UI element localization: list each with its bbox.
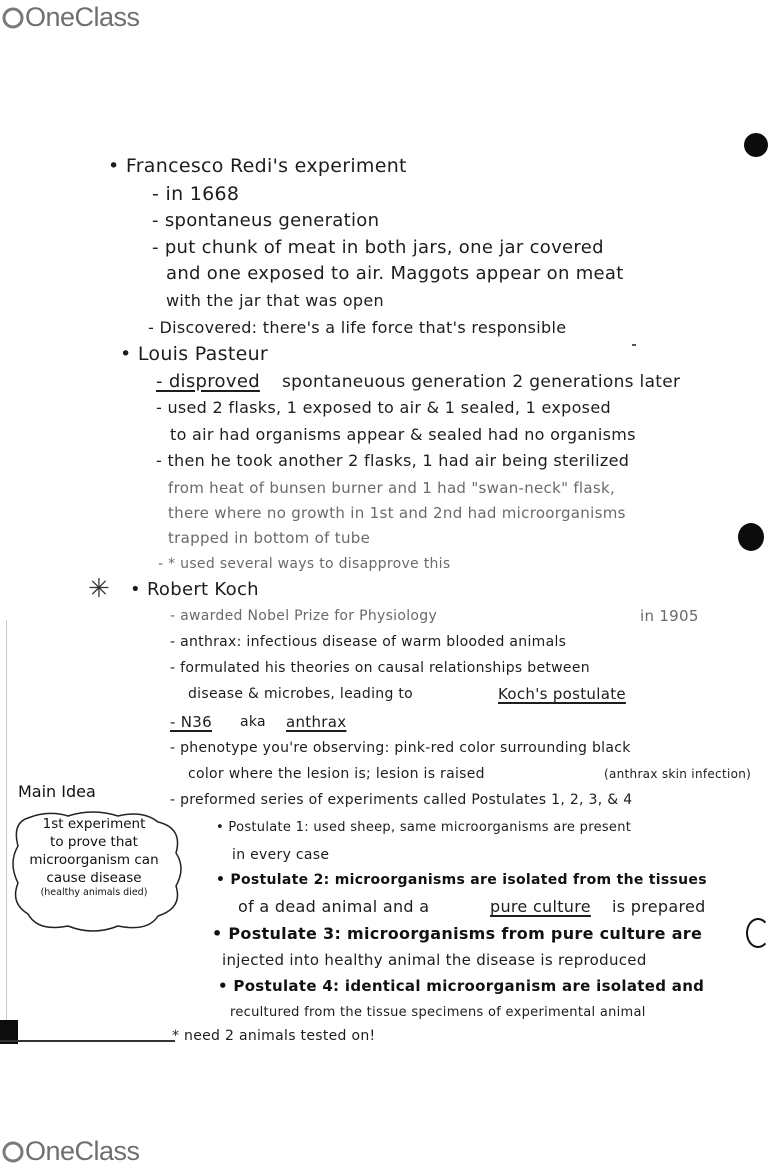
binder-hole-icon	[746, 918, 770, 948]
main-idea-line: to prove that	[50, 834, 138, 850]
note-line-koch-7b: (anthrax skin infection)	[604, 767, 752, 781]
note-line-koch-4b: Koch's postulate	[498, 685, 626, 703]
brand-name: OneClass	[25, 1136, 140, 1166]
main-idea-note: (healthy animals died)	[40, 887, 148, 898]
note-line-pasteur-8: - * used several ways to disapprove this	[158, 556, 451, 572]
note-line-post-2c: pure culture	[490, 897, 591, 916]
note-line-post-4b: recultured from the tissue specimens of experimental animal	[230, 1005, 646, 1020]
note-line-post-1b: in every case	[232, 847, 330, 863]
note-line-koch-2: - anthrax: infectious disease of warm blooded animals	[170, 634, 567, 650]
note-line-koch-8: - preformed series of experiments called Postulates 1, 2, 3, & 4	[170, 792, 633, 808]
oneclass-logo-icon	[2, 1139, 24, 1165]
note-line-pasteur: • Louis Pasteur	[120, 343, 269, 365]
note-line-pasteur-2: - used 2 flasks, 1 exposed to air & 1 sealed, 1 exposed	[156, 398, 611, 417]
note-line-pasteur-1a: - disproved	[156, 371, 260, 392]
note-line-koch-6: - phenotype you're observing: pink-red color surrounding black	[170, 740, 631, 756]
brand-name: OneClass	[25, 2, 140, 32]
margin-line	[6, 620, 7, 1020]
note-line-pasteur-5: from heat of bunsen burner and 1 had "swan-neck" flask,	[168, 479, 616, 497]
note-line-pasteur-3: to air had organisms appear & sealed had no organisms	[170, 425, 636, 444]
note-line-post-3: • Postulate 3: microorganisms from pure culture are	[212, 924, 703, 943]
note-line-koch: • Robert Koch	[130, 579, 259, 600]
note-line-redi-1: - in 1668	[152, 183, 240, 205]
note-line-need: * need 2 animals tested on!	[172, 1028, 376, 1044]
binder-hole-icon	[744, 133, 768, 157]
binder-hole-icon	[738, 523, 764, 551]
note-line-koch-1a: - awarded Nobel Prize for Physiology	[170, 608, 438, 624]
note-line-post-3b: injected into healthy animal the disease is reproduced	[222, 951, 647, 969]
note-line-redi-3: - put chunk of meat in both jars, one jar covered	[152, 237, 604, 258]
note-line-redi: • Francesco Redi's experiment	[108, 155, 407, 177]
main-idea-title: Main Idea	[18, 782, 96, 801]
note-line-koch-5a: - N36	[170, 713, 212, 731]
note-line-koch-5b: aka	[240, 714, 266, 730]
bottom-line	[0, 1040, 175, 1042]
note-line-redi-6: - Discovered: there's a life force that's responsible	[148, 318, 567, 337]
main-idea-line: cause disease	[46, 870, 142, 886]
oneclass-logo	[2, 1136, 140, 1167]
main-idea-line: 1st experiment	[42, 816, 146, 832]
note-line-post-4: • Postulate 4: identical microorganism are isolated and	[218, 977, 705, 995]
note-line-koch-7a: color where the lesion is; lesion is raised	[188, 766, 485, 782]
main-idea-text	[14, 815, 174, 899]
note-line-pasteur-6: there where no growth in 1st and 2nd had microorganisms	[168, 504, 626, 522]
oneclass-logo	[2, 2, 140, 33]
note-line-post-1: • Postulate 1: used sheep, same microorganisms are present	[216, 820, 632, 835]
note-line-post-2: • Postulate 2: microorganisms are isolated from the tissues	[216, 872, 707, 888]
note-line-koch-4a: disease & microbes, leading to	[188, 686, 414, 702]
note-line-post-2d: is prepared	[612, 897, 706, 916]
note-line-pasteur-7: trapped in bottom of tube	[168, 529, 371, 547]
note-line-koch-3: - formulated his theories on causal relationships between	[170, 660, 590, 676]
note-line-post-2b: of a dead animal and a	[238, 897, 430, 916]
note-line-pasteur-1b: spontaneuous generation 2 generations later	[282, 372, 681, 392]
note-line-redi-4: and one exposed to air. Maggots appear on meat	[166, 263, 624, 284]
note-line-redi-5: with the jar that was open	[166, 291, 384, 310]
oneclass-logo-icon	[2, 5, 24, 31]
asterisk-icon: ✳	[88, 574, 110, 604]
note-line-koch-1b: in 1905	[640, 607, 699, 625]
main-idea-line: microorganism can	[29, 852, 159, 868]
stray-mark	[632, 344, 636, 346]
note-line-pasteur-4: - then he took another 2 flasks, 1 had air being sterilized	[156, 451, 630, 470]
note-line-koch-5c: anthrax	[286, 713, 347, 731]
note-line-redi-2: - spontaneus generation	[152, 210, 380, 231]
